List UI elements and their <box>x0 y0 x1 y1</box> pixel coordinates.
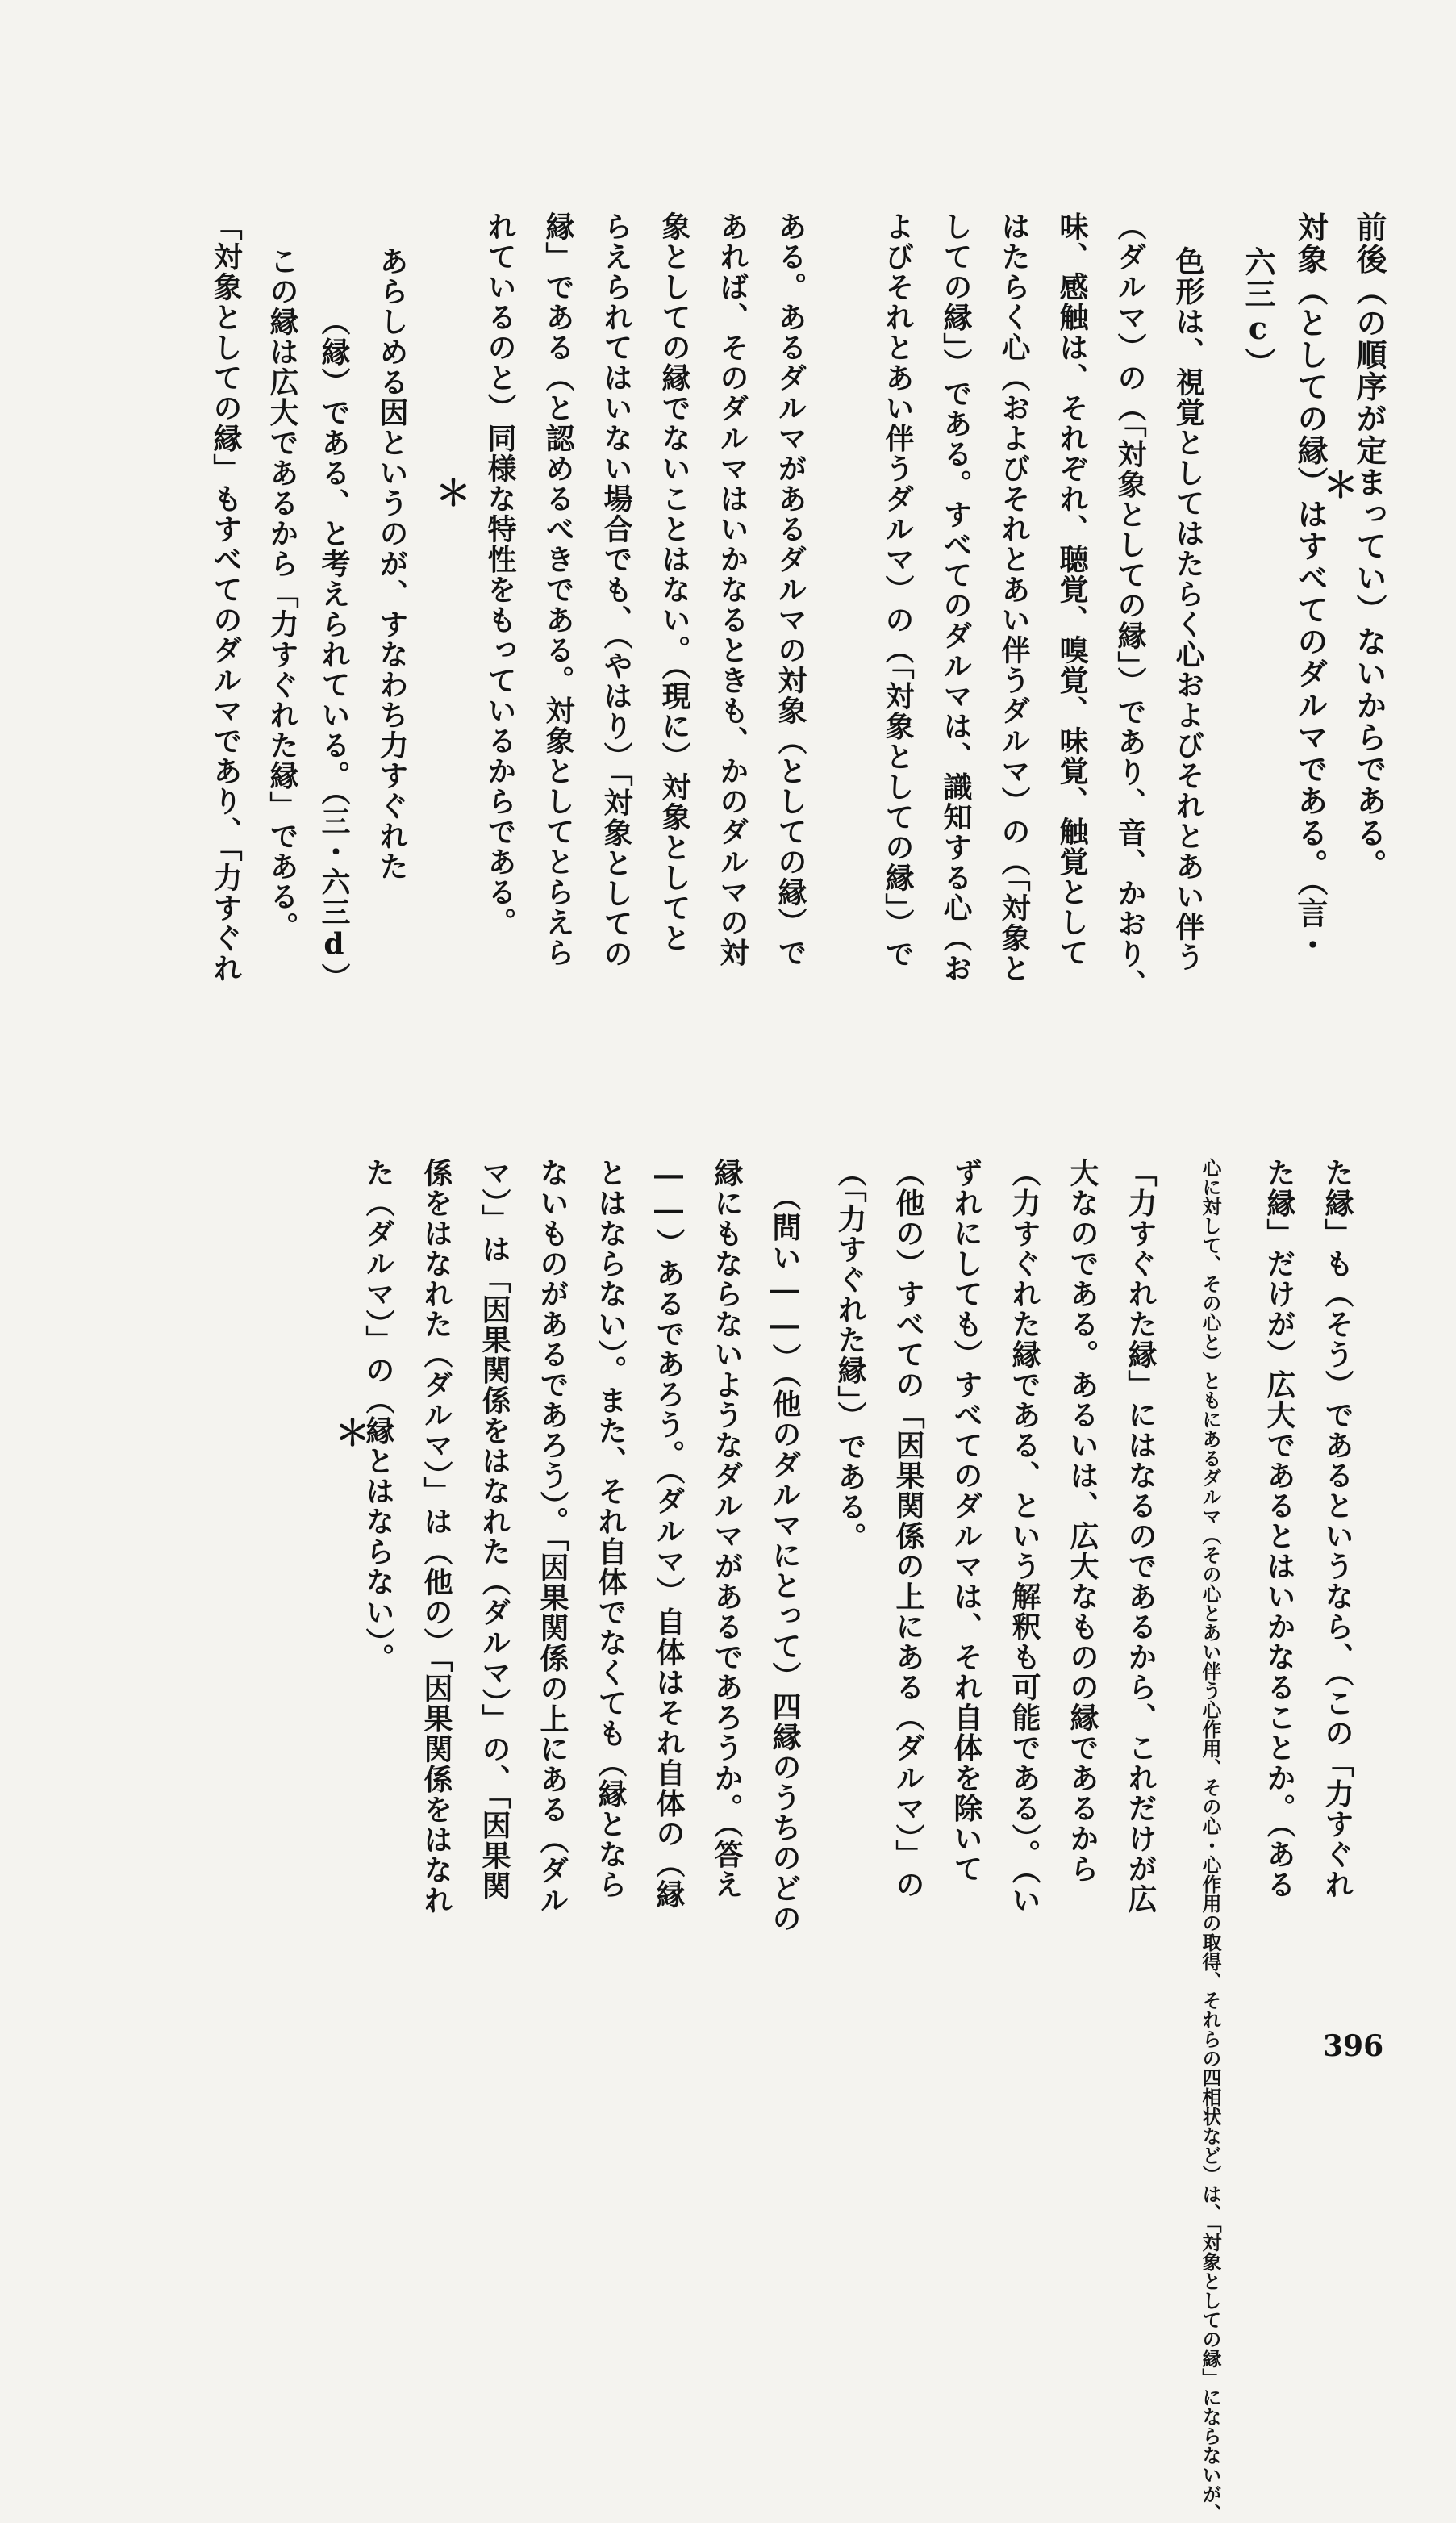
text-column: しての縁」）である。すべてのダルマは、識知する心（お <box>939 211 973 984</box>
text-column: （縁）である、と考えられている。（三・六三d） <box>317 307 351 993</box>
text-column: 前後（の順序が定まってい）ないからである。 <box>1351 211 1387 881</box>
text-column: とはならない）。また、それ自体でなくても（縁となら <box>594 1158 628 1900</box>
text-column: ――）あるであろう。（ダルマ）自体はそれ自体の（縁 <box>652 1158 686 1910</box>
text-column: た縁」だけが）広大であるとはいかなることか。（ある <box>1262 1158 1296 1900</box>
text-column: 縁」である（と認めるべきである。対象としてとらえら <box>541 211 575 968</box>
text-column: た縁」も（そう）であるというなら、（この「力すぐれ <box>1320 1158 1354 1900</box>
text-column: （問い――）（他のダルマにとって）四縁のうちのどの <box>768 1182 802 1934</box>
text-column: れているのと）同様な特性をもっているからである。 <box>483 211 517 938</box>
text-column: （ダルマ）の（「対象としての縁」）であり、音、かおり、 <box>1113 211 1147 1000</box>
text-column: 「力すぐれた縁」にはなるのであるから、これだけが広 <box>1124 1158 1158 1915</box>
text-column: 「対象としての縁」もすべてのダルマであり、「力すぐれ <box>209 211 243 984</box>
text-column: 色形は、視覚としてはたらく心およびそれとあい伴う <box>1171 246 1205 972</box>
text-column: 象としての縁でないことはない。（現に）対象としてと <box>657 211 691 954</box>
text-column: はたらく心（およびそれとあい伴うダルマ）の（「対象と <box>997 211 1031 984</box>
text-column: 心に対して、その心と）ともにあるダルマ（その心とあい伴う心作用、その心・心作用の取得、それらの四相状など）は、「対象としての縁」にならないが、 <box>1199 1158 1222 2523</box>
text-column: よびそれとあい伴うダルマ）の（「対象としての縁」）で <box>881 211 915 969</box>
text-column: ある。あるダルマがあるダルマの対象（としての縁）で <box>774 211 807 968</box>
text-column: 縁にもならないようなダルマがあるであろうか。（答え <box>710 1158 744 1900</box>
text-column: 係をはなれた（ダルマ）」は（他の）「因果関係をはなれ <box>419 1158 453 1915</box>
text-column: 味、感触は、それぞれ、聴覚、嗅覚、味覚、触覚として <box>1055 211 1089 968</box>
section-asterisk: ＊ <box>436 473 471 514</box>
text-column: （他の）すべての「因果関係の上にある（ダルマ）」の <box>891 1158 925 1900</box>
text-column: らえられてはいない場合でも、（やはり）「対象としての <box>599 211 633 969</box>
text-column: この縁は広大であるから「力すぐれた縁」である。 <box>265 246 299 942</box>
text-column: た（ダルマ）」の（縁とはならない）。 <box>361 1158 395 1673</box>
text-column: 六三c） <box>1240 246 1276 379</box>
section-asterisk: ＊ <box>335 1413 370 1454</box>
text-column: ないものがあるであろう）。「因果関係の上にある（ダル <box>536 1158 569 1915</box>
text-column: あれば、そのダルマはいかなるときも、かのダルマの対 <box>715 211 749 968</box>
section-asterisk: ＊ <box>1323 465 1358 506</box>
text-column: マ）」は「因果関係をはなれた（ダルマ）」の、「因果関 <box>478 1158 511 1901</box>
text-column: （力すぐれた縁である、という解釈も可能である）。（い <box>1008 1158 1041 1915</box>
text-column: （「力すぐれた縁」）である。 <box>833 1158 867 1552</box>
text-column: あらしめる因というのが、すなわち力すぐれた <box>375 246 409 882</box>
text-column: ずれにしても）すべてのダルマは、それ自体を除いて <box>949 1158 983 1884</box>
text-column: 対象（としての縁）はすべてのダルマである。（言・ <box>1292 211 1329 961</box>
text-column: 大なのである。あるいは、広大なものの縁であるから <box>1066 1158 1099 1884</box>
page-number: 396 <box>1323 2029 1384 2063</box>
